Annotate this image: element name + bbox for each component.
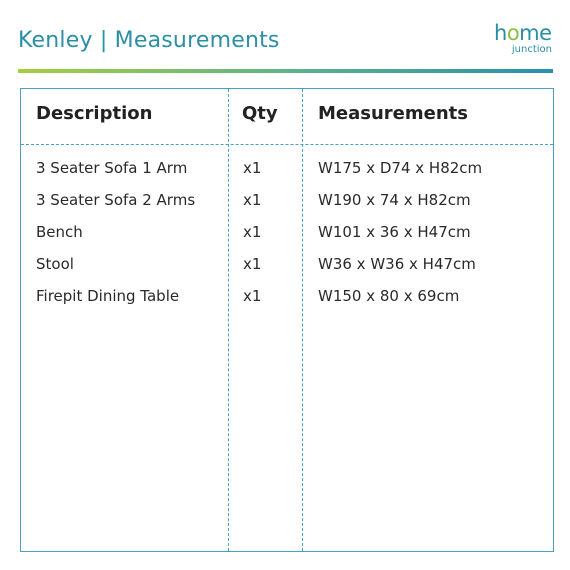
logo-letter-h: h xyxy=(494,21,507,45)
logo-subtext: junction xyxy=(511,44,552,55)
measurements-table xyxy=(20,88,554,552)
table-row xyxy=(21,287,553,319)
page-title: Kenley | Measurements xyxy=(18,28,280,53)
column-header-description: Description xyxy=(36,103,153,124)
cell-qty: x1 xyxy=(243,255,262,273)
cell-description: 3 Seater Sofa 2 Arms xyxy=(36,191,196,209)
home-junction-logo xyxy=(494,22,554,56)
cell-measurements: W190 x 74 x H82cm xyxy=(318,191,471,209)
cell-measurements: W101 x 36 x H47cm xyxy=(318,223,471,241)
logo-letters-me: me xyxy=(519,21,552,45)
cell-description: Firepit Dining Table xyxy=(36,287,180,305)
cell-qty: x1 xyxy=(243,287,262,305)
column-header-measurements: Measurements xyxy=(318,103,468,124)
table-row xyxy=(21,159,553,191)
cell-measurements: W175 x D74 x H82cm xyxy=(318,159,483,177)
cell-measurements: W150 x 80 x 69cm xyxy=(318,287,460,305)
table-body xyxy=(21,159,553,319)
cell-qty: x1 xyxy=(243,191,262,209)
logo-wordmark xyxy=(494,22,552,44)
logo-letter-o: o xyxy=(506,21,520,45)
header-row-divider xyxy=(21,144,553,145)
table-row xyxy=(21,223,553,255)
cell-description: Bench xyxy=(36,223,83,241)
column-header-qty: Qty xyxy=(242,103,278,124)
cell-measurements: W36 x W36 x H47cm xyxy=(318,255,476,273)
cell-qty: x1 xyxy=(243,159,262,177)
cell-description: Stool xyxy=(36,255,74,273)
cell-qty: x1 xyxy=(243,223,262,241)
cell-description: 3 Seater Sofa 1 Arm xyxy=(36,159,188,177)
table-row xyxy=(21,191,553,223)
header-divider xyxy=(18,69,553,73)
table-row xyxy=(21,255,553,287)
